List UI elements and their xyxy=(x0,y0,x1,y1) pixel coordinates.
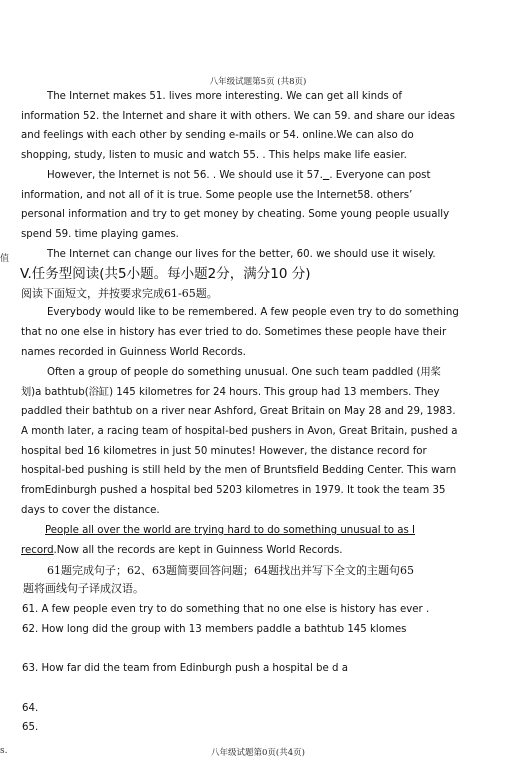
passage-b-line: paddled their bathtub on a river near Ashford, Great Britain on May 28 and 29, 1983. xyxy=(21,406,456,417)
page-footer: 八年级试题第0页(共4页) xyxy=(211,748,305,758)
question-61: 61. A few people even try to do something that no one else is history has ever . xyxy=(22,604,430,615)
passage-a-text: However, the Internet is not 56. . We should use it 57. xyxy=(47,170,323,181)
passage-b-line: hospital bed 16 kilometres in just 50 minutes! However, the distance record for xyxy=(21,446,427,457)
passage-a-line: and feelings with each other by sending e-mails or 54. online.We can also do xyxy=(21,130,414,141)
task-instruction-line: 61题完成句子；62、63题简要回答问题；64题找出并写下全文的主题句65 xyxy=(47,564,414,577)
passage-a-line: personal information and try to get money by cheating. Some young people usually xyxy=(21,209,450,220)
passage-b-line: A month later, a racing team of hospital-bed pushers in Avon, Great Britain, pushed a xyxy=(21,426,458,437)
question-63: 63. How far did the team from Edinburgh push a hospital be d a xyxy=(22,663,348,674)
question-65: 65. xyxy=(22,722,39,733)
question-62: 62. How long did the group with 13 members paddle a bathtub 145 klomes xyxy=(22,624,407,635)
section-heading: V.任务型阅读(共5小题。每小题2分，满分10 分) xyxy=(20,266,311,282)
passage-b-line: fromEdinburgh pushed a hospital bed 5203 kilometres in 1979. It took the team 35 xyxy=(21,485,446,496)
page-title: 八年级试题第5页 (共8页) xyxy=(209,77,307,87)
passage-a-line: The Internet can change our lives for the better, 60. we should use it wisely. xyxy=(47,249,436,260)
passage-b-line: days to cover the distance. xyxy=(21,505,160,516)
passage-b-line: 划)a bathtub(浴缸) 145 kilometres for 24 hours. This group had 13 members. They xyxy=(21,387,440,398)
passage-a-line xyxy=(47,169,430,182)
passage-a-line: spend 59. time playing games. xyxy=(21,229,179,240)
underlined-sentence: People all over the world are trying hard to do something unusual to as I xyxy=(45,525,416,536)
passage-a-line: information 52. the Internet and share it with others. We can 59. and share our ideas xyxy=(21,111,455,122)
passage-a-line: shopping, study, listen to music and watch 55. . This helps make life easier. xyxy=(21,150,407,161)
passage-a-line: information, and not all of it is true. Some people use the Internet58. others’ xyxy=(21,190,413,201)
underlined-sentence-end: record xyxy=(21,545,54,556)
passage-b-line: that no one else in history has ever tried to do. Sometimes these people have their xyxy=(21,327,447,338)
passage-a-text: . Everyone can post xyxy=(329,170,431,181)
section-instruction: 阅读下面短文，并按要求完成61-65题。 xyxy=(21,287,218,300)
question-64: 64. xyxy=(22,703,39,714)
passage-b-line: names recorded in Guinness World Records. xyxy=(21,347,246,358)
passage-b-line: hospital-bed pushing is still held by the men of Bruntsfield Bedding Center. This warn xyxy=(21,465,457,476)
passage-b-line xyxy=(21,544,343,557)
passage-b-line: Everybody would like to be remembered. A few people even try to do something xyxy=(47,307,459,318)
passage-b-text: .Now all the records are kept in Guinness World Records. xyxy=(53,545,343,556)
passage-a-line: The Internet makes 51. lives more interesting. We can get all kinds of xyxy=(47,91,402,102)
margin-mark-left: 值 xyxy=(0,254,10,264)
task-instruction-line: 题将画线句子译成汉语。 xyxy=(23,582,144,595)
margin-mark-bottom: s. xyxy=(0,746,8,756)
passage-b-line: Often a group of people do something unusual. One such team paddled (用桨 xyxy=(47,367,441,378)
